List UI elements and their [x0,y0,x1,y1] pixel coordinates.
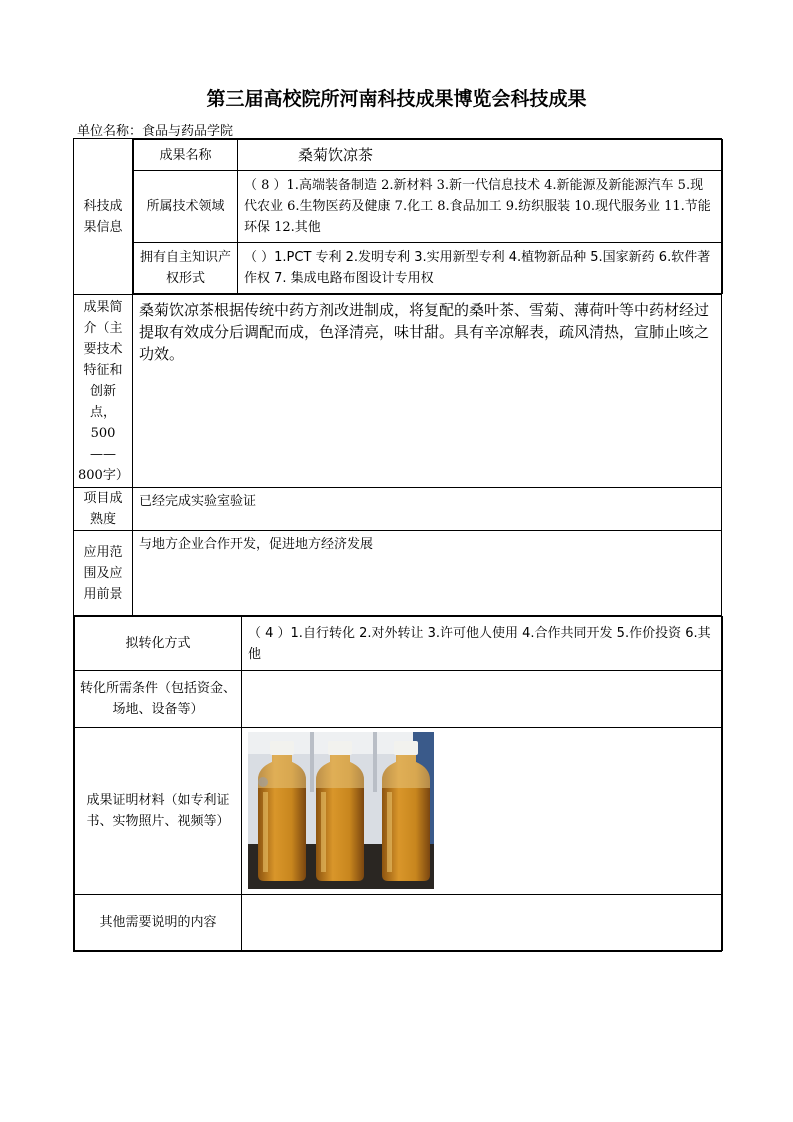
info-subtable [133,139,723,294]
evidence-label: 成果证明材料（如专利证书、实物照片、视频等） [75,728,242,895]
other-notes-label: 其他需要说明的内容 [75,895,242,951]
achievement-name-value: 桑菊饮凉茶 [238,140,723,171]
other-notes-value [242,895,723,951]
ip-form-value: （ ）1.PCT 专利 2.发明专利 3.实用新型专利 4.植物新品种 5.国家新药 6.软件著作权 7. 集成电路布图设计专用权 [238,243,723,294]
info-section-label: 科技成果信息 [74,139,133,295]
three-tea-bottles-photo [248,732,434,889]
achievement-form-table [73,138,722,952]
summary-label: 成果简介（主要技术特征和创新点，500——800字） [74,295,133,488]
unit-name-line: 单位名称：食品与药品学院 [77,124,234,139]
application-text: 与地方企业合作开发，促进地方经济发展 [133,531,722,616]
lower-subtable [74,616,723,951]
summary-text: 桑菊饮凉茶根据传统中药方剂改进制成，将复配的桑叶茶、雪菊、薄荷叶等中药材经过提取有效成分后调配而成，色泽清亮，味甘甜。具有辛凉解表，疏风清热，宣肺止咳之功效。 [133,295,722,488]
transfer-method-label: 拟转化方式 [75,617,242,671]
page-title: 第三届高校院所河南科技成果博览会科技成果 [206,88,587,110]
application-label: 应用范围及应用前景 [74,531,133,616]
maturity-label: 项目成熟度 [74,488,133,531]
ip-form-label: 拥有自主知识产权形式 [134,243,238,294]
evidence-cell [242,728,723,895]
conditions-value [242,671,723,728]
tech-field-label: 所属技术领域 [134,171,238,243]
tech-field-value: （ 8 ）1.高端装备制造 2.新材料 3.新一代信息技术 4.新能源及新能源汽车 5.现代农业 6.生物医药及健康 7.化工 8.食品加工 9.纺织服装 10.现代服务业 11.节能环保 12.其他 [238,171,723,243]
maturity-text: 已经完成实验室验证 [133,488,722,531]
achievement-name-label: 成果名称 [134,140,238,171]
transfer-method-value: （ 4 ）1.自行转化 2.对外转让 3.许可他人使用 4.合作共同开发 5.作价投资 6.其他 [242,617,723,671]
conditions-label: 转化所需条件（包括资金、场地、设备等） [75,671,242,728]
